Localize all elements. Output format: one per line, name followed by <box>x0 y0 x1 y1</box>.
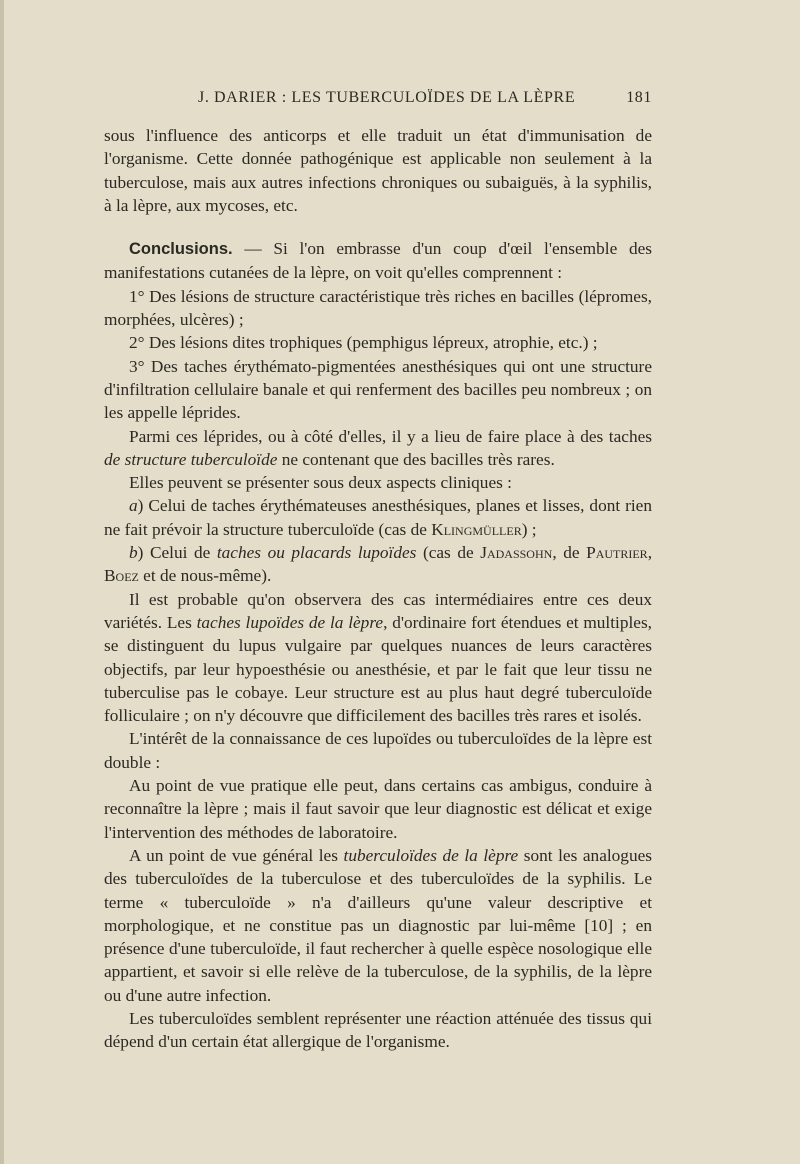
list-item-1: 1° Des lésions de structure caractéristique très riches en bacilles (lépromes, morphées, ulcères) ; <box>104 286 652 330</box>
paragraph-parmi <box>104 425 652 472</box>
text-run: ) Celui de <box>137 543 217 563</box>
item-marker-b: b <box>129 543 138 563</box>
page-edge <box>0 0 4 1164</box>
author-name: Pautrier <box>586 543 648 563</box>
italic-term: taches ou placards lupoïdes <box>216 543 417 563</box>
text-run: ) Celui de taches érythémateuses anesthésiques, planes et lisses, dont rien ne fait prévoir la structure tuberculoïde (cas de <box>104 496 652 539</box>
italic-term: de structure tuberculoïde <box>104 449 278 469</box>
paragraph-elles: Elles peuvent se présenter sous deux aspects cliniques : <box>129 473 512 493</box>
paragraph-general <box>104 844 652 1007</box>
text-run: sont les analogues des tuberculoïdes de la tuberculose et des tuberculoïdes de la syphilis. Le terme « tuberculoïde » n'a d'ailleurs qu'une valeur descriptive et morphologique, et ne constitue pas un diagnostic par lui-même [10] ; en présence d'une tuberculoïde, il faut rechercher à quelle espèce nosologique elle appartient, et savoir si elle relève de la tuberculose, de la syphilis, de la lèpre ou d'une autre infection. <box>104 845 652 1005</box>
body-text <box>104 124 652 1054</box>
running-header <box>104 85 652 113</box>
text-run: Il est probable qu'on observera des cas intermédiaires entre ces deux variétés. Les <box>104 589 652 632</box>
list-item-a <box>104 494 652 541</box>
text-run: et de nous-même). <box>138 566 272 586</box>
italic-term: taches lupoïdes de la lèpre <box>196 612 384 632</box>
text-run: , d'ordinaire fort étendues et multiples, se distinguent du lupus vulgaire par quelques nuances de leurs caractères objectifs, par leur hypoesthésie ou anesthésie, et par le fait que leur tissu ne tuberculise pas le cobaye. Leur structure est au plus haut degré tuberculoïde folliculaire ; on n'y découvre que difficilement des bacilles très rares et isolés. <box>104 612 652 726</box>
paragraph-final: Les tuberculoïdes semblent représenter une réaction atténuée des tissus qui dépend d'un certain état allergique de l'organisme. <box>104 1008 652 1052</box>
item-marker-a: a <box>129 496 138 516</box>
page-number: 181 <box>626 89 652 106</box>
text-run: (cas de <box>416 543 481 563</box>
text-run: A un point de vue général les <box>129 845 344 865</box>
list-item-b <box>104 541 652 588</box>
paragraph-interet: L'intérêt de la connaissance de ces lupoïdes ou tuberculoïdes de la lèpre est double : <box>104 729 652 772</box>
conclusions-heading: Conclusions. <box>129 240 233 259</box>
italic-term: tuberculoïdes de la lèpre <box>343 845 519 865</box>
author-name: Klingmüller <box>431 519 522 539</box>
text-run: ) ; <box>521 519 537 539</box>
author-name: Boez <box>104 566 139 586</box>
paragraph-intro: sous l'influence des anticorps et elle traduit un état d'immunisation de l'organisme. Cette donnée pathogénique est applicable non seulement à la tuberculose, mais aux autres infections chroniques ou subaiguës, à la syphilis, à la lèpre, aux mycoses, etc. <box>104 126 652 215</box>
paragraph-pratique: Au point de vue pratique elle peut, dans certains cas ambigus, conduire à reconnaître la lèpre ; mais il faut savoir que leur diagnostic est délicat et exige l'intervention des méthodes de laboratoire. <box>104 776 652 842</box>
running-title: J. DARIER : LES TUBERCULOÏDES DE LA LÈPRE <box>198 89 576 106</box>
list-item-3: 3° Des taches érythémato-pigmentées anesthésiques qui ont une structure d'infiltration cellulaire banale et qui renferment des bacilles peu nombreux ; on les appelle léprides. <box>104 356 652 423</box>
text-run: , <box>647 543 653 563</box>
text-run: Parmi ces léprides, ou à côté d'elles, il y a lieu de faire place à des taches <box>129 426 652 446</box>
author-name: Jadassohn <box>480 543 553 563</box>
list-item-2: 2° Des lésions dites trophiques (pemphigus lépreux, atrophie, etc.) ; <box>129 333 598 353</box>
conclusions-text: — Si l'on embrasse d'un coup d'œil l'ensemble des manifestations cutanées de la lèpre, on voit qu'elles comprennent : <box>104 239 652 283</box>
text-run: ne contenant que des bacilles très rares. <box>277 449 555 469</box>
paragraph-conclusions <box>104 237 652 285</box>
paragraph-probable <box>104 588 652 728</box>
text-run: , de <box>552 543 587 563</box>
